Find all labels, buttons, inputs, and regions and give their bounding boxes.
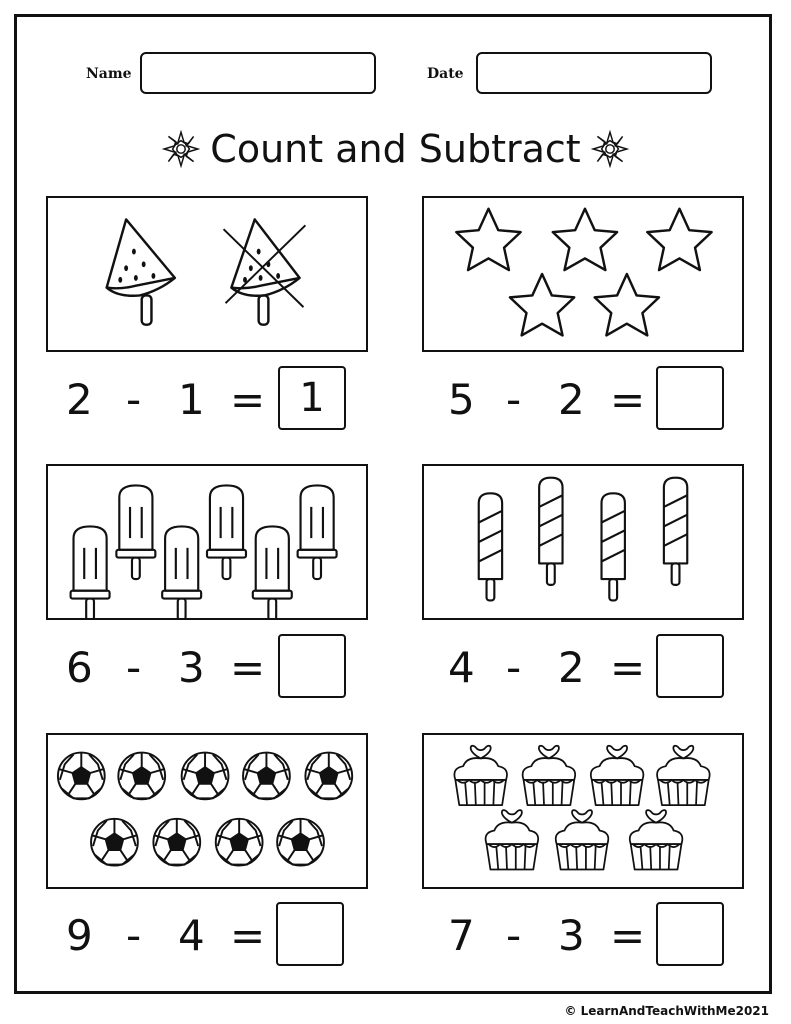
cupcake-icon (486, 810, 539, 869)
equals-sign: = (230, 911, 266, 960)
answer-box[interactable] (656, 634, 724, 698)
star-icon (510, 274, 574, 335)
picture-box-3 (46, 464, 368, 620)
star-icon (553, 209, 617, 270)
picture-box-4 (422, 464, 744, 620)
name-label: Name (86, 66, 132, 82)
ice-pop-icon (298, 485, 337, 579)
answer-box[interactable] (278, 634, 346, 698)
soccer-ball-icon (91, 819, 138, 866)
answer-box[interactable]: 1 (278, 366, 346, 430)
copyright-footer: © LearnAndTeachWithMe2021 (564, 1004, 769, 1018)
minuend: 6 (66, 643, 93, 692)
name-field[interactable] (140, 52, 376, 94)
cupcake-icon (556, 810, 609, 869)
answer-box[interactable] (276, 902, 344, 966)
subtrahend: 4 (178, 911, 205, 960)
ice-pop-icon (162, 526, 201, 618)
minus-sign: - (126, 643, 142, 692)
minus-sign: - (506, 375, 522, 424)
picture-box-2 (422, 196, 744, 352)
cupcake-icon (523, 746, 576, 805)
minus-sign: - (506, 643, 522, 692)
answer-box[interactable] (656, 902, 724, 966)
striped-ice-pop-icon (602, 493, 625, 600)
equals-sign: = (230, 375, 266, 424)
picture-box-1 (46, 196, 368, 352)
soccer-ball-icon (182, 753, 229, 800)
subtrahend: 3 (558, 911, 585, 960)
soccer-ball-icon (216, 819, 263, 866)
equals-sign: = (610, 643, 646, 692)
soccer-ball-icon (58, 753, 105, 800)
equals-sign: = (610, 911, 646, 960)
star-icon (647, 209, 711, 270)
date-label: Date (427, 66, 464, 82)
equals-sign: = (230, 643, 266, 692)
striped-ice-pop-icon (479, 493, 502, 600)
answer-box[interactable] (656, 366, 724, 430)
subtrahend: 3 (178, 643, 205, 692)
cupcake-icon (630, 810, 683, 869)
worksheet-title (0, 124, 791, 171)
minus-sign: - (126, 375, 142, 424)
cupcake-icon (591, 746, 644, 805)
picture-box-5 (46, 733, 368, 889)
title-text: Count and Subtract (210, 126, 581, 171)
striped-ice-pop-icon (539, 478, 562, 585)
striped-ice-pop-icon (664, 478, 687, 585)
soccer-ball-icon (118, 753, 165, 800)
picture-box-6 (422, 733, 744, 889)
date-field[interactable] (476, 52, 712, 94)
soccer-ball-icon (153, 819, 200, 866)
soccer-ball-icon (305, 753, 352, 800)
ice-pop-icon (116, 485, 155, 579)
flower-icon (160, 128, 202, 170)
watermelon-popsicle-icon (231, 219, 299, 324)
soccer-ball-icon (277, 819, 324, 866)
minuend: 9 (66, 911, 93, 960)
minuend: 7 (448, 911, 475, 960)
watermelon-popsicle-icon (107, 219, 175, 324)
soccer-ball-icon (243, 753, 290, 800)
minus-sign: - (126, 911, 142, 960)
cupcake-icon (657, 746, 710, 805)
minuend: 2 (66, 375, 93, 424)
equals-sign: = (610, 375, 646, 424)
minus-sign: - (506, 911, 522, 960)
ice-pop-icon (253, 526, 292, 618)
cupcake-icon (454, 746, 507, 805)
flower-icon (589, 128, 631, 170)
star-icon (456, 209, 520, 270)
minuend: 4 (448, 643, 475, 692)
ice-pop-icon (71, 526, 110, 618)
ice-pop-icon (207, 485, 246, 579)
subtrahend: 1 (178, 375, 205, 424)
subtrahend: 2 (558, 375, 585, 424)
subtrahend: 2 (558, 643, 585, 692)
star-icon (595, 274, 659, 335)
minuend: 5 (448, 375, 475, 424)
